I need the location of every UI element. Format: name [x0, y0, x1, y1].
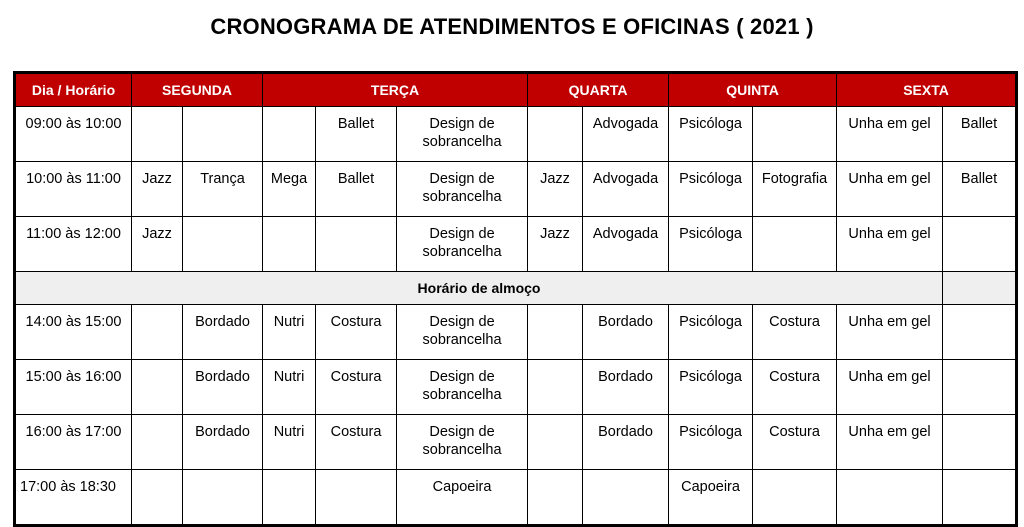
schedule-cell: Bordado: [583, 360, 669, 415]
schedule-cell: Unha em gel: [837, 305, 943, 360]
schedule-cell: [263, 107, 316, 162]
table-row: [15, 107, 1017, 162]
schedule-cell: [316, 217, 397, 272]
schedule-cell: Psicóloga: [669, 360, 753, 415]
schedule-cell: Design de sobrancelha: [397, 360, 528, 415]
schedule-cell: Psicóloga: [669, 217, 753, 272]
header-friday: SEXTA: [837, 73, 1017, 107]
schedule-cell: [183, 107, 263, 162]
time-slot: 16:00 às 17:00: [15, 415, 132, 470]
table-row: [15, 415, 1017, 470]
schedule-body: [15, 107, 1017, 526]
schedule-cell: Costura: [753, 415, 837, 470]
time-slot: 17:00 às 18:30: [15, 470, 132, 526]
schedule-cell: Psicóloga: [669, 415, 753, 470]
schedule-cell: [528, 415, 583, 470]
schedule-cell: [528, 360, 583, 415]
schedule-cell: Jazz: [528, 162, 583, 217]
schedule-cell: [528, 305, 583, 360]
schedule-cell: [943, 217, 1017, 272]
schedule-cell: Ballet: [316, 162, 397, 217]
schedule-cell: [132, 470, 183, 526]
lunch-empty-cell: [943, 272, 1017, 305]
header-wednesday: QUARTA: [528, 73, 669, 107]
schedule-cell: Costura: [316, 305, 397, 360]
schedule-cell: [132, 305, 183, 360]
page-title: CRONOGRAMA DE ATENDIMENTOS E OFICINAS ( 2021 ): [210, 14, 814, 39]
schedule-cell: [583, 470, 669, 526]
time-slot: 09:00 às 10:00: [15, 107, 132, 162]
schedule-cell: [753, 107, 837, 162]
schedule-cell: Capoeira: [669, 470, 753, 526]
schedule-cell: Design de sobrancelha: [397, 305, 528, 360]
schedule-cell: Mega: [263, 162, 316, 217]
schedule-cell: Psicóloga: [669, 107, 753, 162]
schedule-cell: Costura: [316, 415, 397, 470]
lunch-label: Horário de almoço: [15, 272, 943, 305]
schedule-cell: [943, 305, 1017, 360]
schedule-cell: [183, 470, 263, 526]
schedule-cell: Jazz: [132, 162, 183, 217]
schedule-cell: Unha em gel: [837, 107, 943, 162]
schedule-cell: Nutri: [263, 305, 316, 360]
schedule-cell: Advogada: [583, 162, 669, 217]
schedule-cell: [528, 470, 583, 526]
schedule-cell: Costura: [753, 360, 837, 415]
time-slot: 11:00 às 12:00: [15, 217, 132, 272]
schedule-cell: Bordado: [583, 415, 669, 470]
time-slot: 10:00 às 11:00: [15, 162, 132, 217]
schedule-cell: Bordado: [583, 305, 669, 360]
schedule-cell: Psicóloga: [669, 162, 753, 217]
schedule-cell: Design de sobrancelha: [397, 415, 528, 470]
schedule-cell: Psicóloga: [669, 305, 753, 360]
schedule-cell: Nutri: [263, 415, 316, 470]
table-row: [15, 162, 1017, 217]
schedule-cell: Design de sobrancelha: [397, 107, 528, 162]
header-monday: SEGUNDA: [132, 73, 263, 107]
schedule-cell: Unha em gel: [837, 162, 943, 217]
schedule-cell: Design de sobrancelha: [397, 162, 528, 217]
schedule-cell: [943, 360, 1017, 415]
schedule-cell: Design de sobrancelha: [397, 217, 528, 272]
schedule-cell: [263, 470, 316, 526]
header-thursday: QUINTA: [669, 73, 837, 107]
schedule-cell: [132, 415, 183, 470]
schedule-cell: Bordado: [183, 415, 263, 470]
schedule-cell: Jazz: [132, 217, 183, 272]
schedule-cell: [753, 470, 837, 526]
header-row: [15, 73, 1017, 107]
schedule-cell: Fotografia: [753, 162, 837, 217]
schedule-cell: Costura: [316, 360, 397, 415]
schedule-cell: [753, 217, 837, 272]
schedule-cell: Advogada: [583, 217, 669, 272]
schedule-cell: [132, 107, 183, 162]
schedule-cell: Advogada: [583, 107, 669, 162]
schedule-cell: Bordado: [183, 360, 263, 415]
schedule-cell: Bordado: [183, 305, 263, 360]
schedule-cell: Nutri: [263, 360, 316, 415]
schedule-cell: [943, 470, 1017, 526]
schedule-cell: [316, 470, 397, 526]
schedule-cell: Unha em gel: [837, 217, 943, 272]
header-time: Dia / Horário: [15, 73, 132, 107]
table-row: [15, 470, 1017, 526]
time-slot: 14:00 às 15:00: [15, 305, 132, 360]
table-row: [15, 217, 1017, 272]
schedule-cell: Ballet: [943, 162, 1017, 217]
schedule-cell: [132, 360, 183, 415]
schedule-cell: Unha em gel: [837, 360, 943, 415]
header-tuesday: TERÇA: [263, 73, 528, 107]
schedule-cell: Ballet: [943, 107, 1017, 162]
schedule-cell: [943, 415, 1017, 470]
schedule-cell: [837, 470, 943, 526]
table-row: [15, 360, 1017, 415]
schedule-table: [13, 71, 1018, 527]
schedule-cell: Unha em gel: [837, 415, 943, 470]
schedule-cell: Capoeira: [397, 470, 528, 526]
time-slot: 15:00 às 16:00: [15, 360, 132, 415]
table-row: [15, 305, 1017, 360]
schedule-cell: Costura: [753, 305, 837, 360]
schedule-cell: [183, 217, 263, 272]
schedule-cell: Trança: [183, 162, 263, 217]
schedule-cell: Ballet: [316, 107, 397, 162]
schedule-cell: [528, 107, 583, 162]
schedule-cell: [263, 217, 316, 272]
schedule-cell: Jazz: [528, 217, 583, 272]
lunch-row: [15, 272, 1017, 305]
